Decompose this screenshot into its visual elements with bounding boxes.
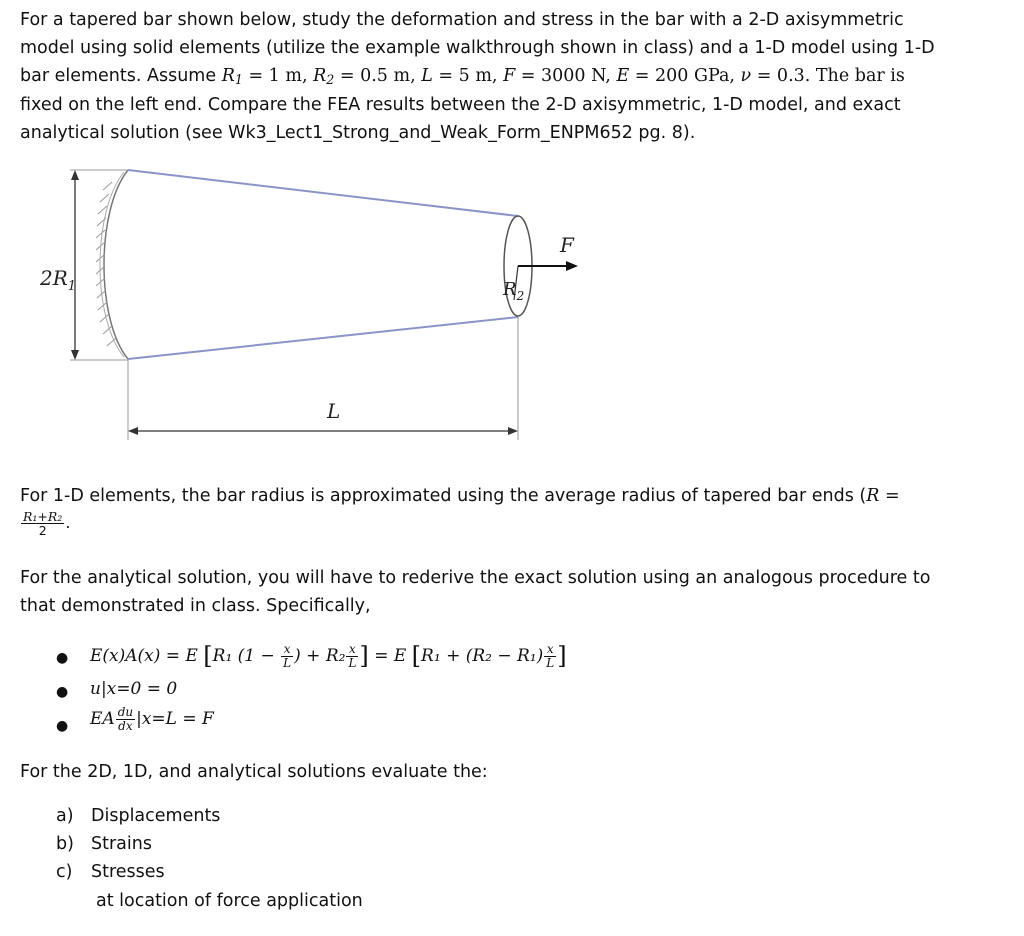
sym-e: E	[616, 66, 630, 87]
equation-bc-displacement: u|x=0 = 0	[90, 679, 178, 699]
bar-left-face	[104, 170, 128, 359]
bullet-3: ●	[56, 718, 69, 734]
evaluate-item-b: b) Strains	[56, 834, 152, 855]
fixed-support-hatch	[96, 182, 116, 346]
sym-r2: $R_2$	[313, 66, 335, 88]
tapered-bar-figure	[0, 160, 620, 450]
intro-line-4: fixed on the left end. Compare the FEA results between the 2-D axisymmetric, 1-D model, and exact	[20, 94, 901, 115]
e-value: = 200 GPa,	[629, 66, 741, 87]
f-value: = 3000 N,	[515, 66, 617, 87]
label-r2: $R_2$	[503, 279, 525, 303]
sym-nu: ν	[740, 66, 752, 87]
evaluate-item-c: c) Stresses	[56, 862, 165, 883]
avg-note-text: For 1-D elements, the bar radius is approximated using the average radius of tapered bar ends (	[20, 486, 867, 506]
avg-note-end: .	[65, 513, 71, 532]
label-l: L	[327, 399, 341, 423]
bullet-2: ●	[56, 684, 69, 700]
r1-value: = 1 m,	[242, 66, 314, 87]
intro-line-5: analytical solution (see Wk3_Lect1_Strong_and_Weak_Form_ENPM652 pg. 8).	[20, 122, 696, 143]
analytic-line-2: that demonstrated in class. Specifically,	[20, 596, 371, 617]
intro-line-3	[20, 62, 1010, 90]
intro-line-3-start: bar elements. Assume	[20, 66, 217, 87]
intro-line-1: For a tapered bar shown below, study the deformation and stress in the bar with a 2-D axisymmetric	[20, 10, 904, 30]
evaluate-item-a: a) Displacements	[56, 806, 221, 826]
equation-bc-force: EA $\frac{du}{dx}$ |x=L = F	[90, 705, 214, 733]
r2-value: = 0.5 m,	[334, 66, 422, 87]
avg-frac-den: 2	[38, 523, 47, 538]
label-2r1: $2R_1$	[40, 266, 77, 294]
intro-line-2: model using solid elements (utilize the example walkthrough shown in class) and a 1-D model using 1-D	[20, 38, 935, 59]
evaluate-list	[56, 802, 363, 915]
nu-value: = 0.3. The bar is	[751, 66, 905, 87]
bar-top-edge	[128, 170, 518, 216]
avg-radius-note	[20, 482, 1010, 510]
sym-l: L	[421, 66, 433, 87]
l-value: = 5 m,	[432, 66, 504, 87]
problem-statement	[20, 6, 1010, 147]
sym-f: F	[503, 66, 516, 87]
bullet-1: ●	[56, 650, 69, 666]
analytic-paragraph	[20, 564, 1010, 620]
evaluate-heading: For the 2D, 1D, and analytical solutions evaluate the:	[20, 762, 488, 782]
analytic-line-1: For the analytical solution, you will have to rederive the exact solution using an analogous procedure to	[20, 568, 931, 588]
sym-r1: $R_1$	[221, 66, 243, 88]
bar-bottom-edge	[128, 317, 518, 359]
equation-ea: E(x)A(x) = E [R₁ (1 − $\frac{x}{L}$ ) + R₂ $\frac{x}{L}$ ] = E [R₁ + (R₂ − R₁) $\frac{x}{L}$ ]	[90, 642, 567, 670]
avg-radius-fraction	[20, 510, 70, 537]
label-f: F	[560, 233, 574, 257]
avg-note-r-eq: R =	[866, 486, 900, 506]
avg-frac-num: R₁+R₂	[23, 509, 63, 524]
evaluate-tail: at location of force application	[96, 890, 363, 911]
